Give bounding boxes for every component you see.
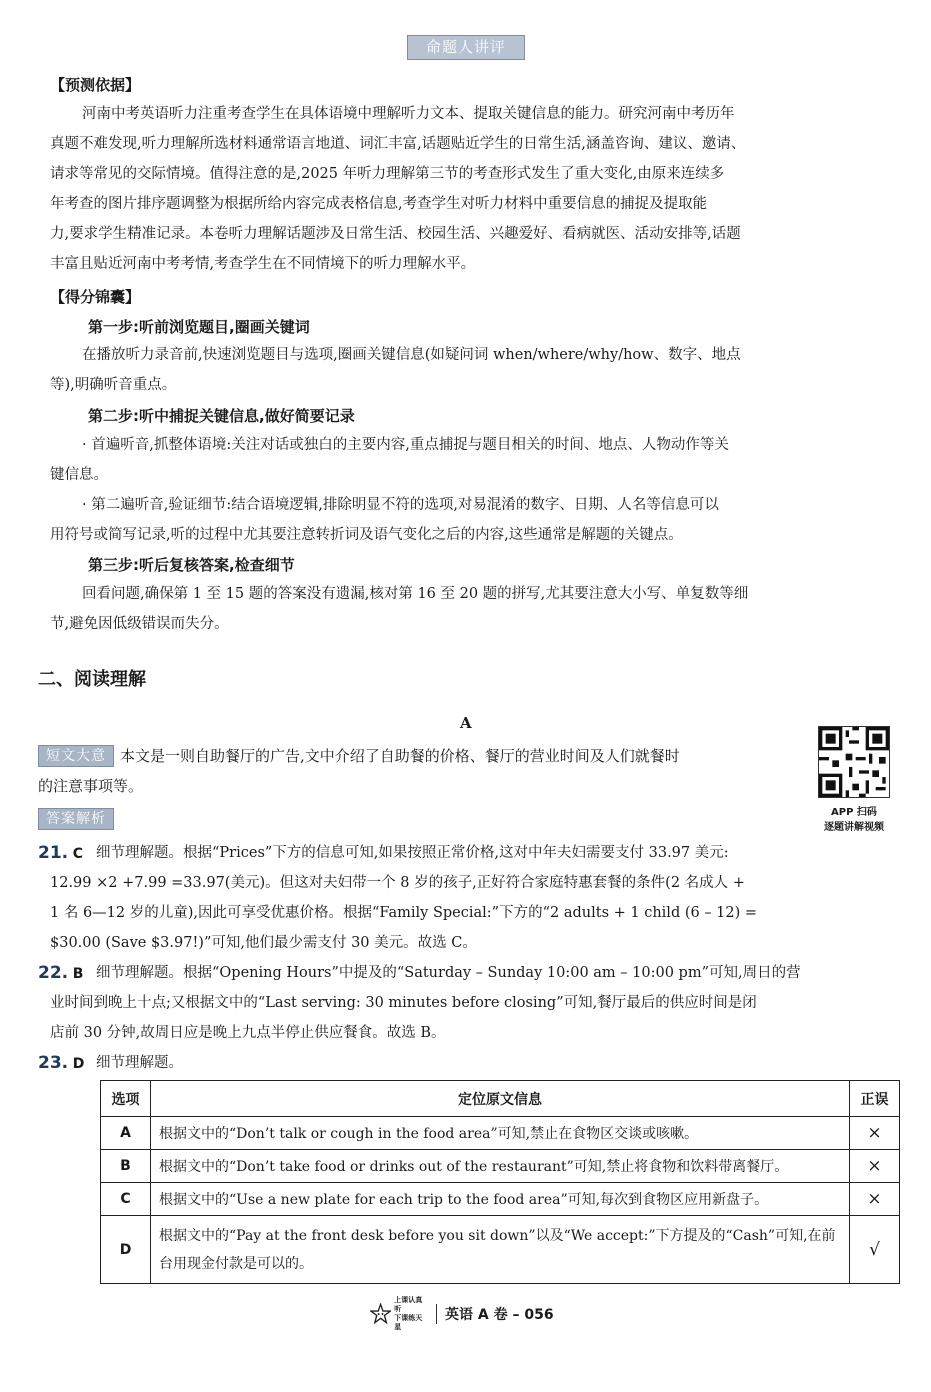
qr-caption <box>808 805 900 835</box>
logo-line: 下课练天星 <box>394 1314 423 1331</box>
step3-paragraph <box>50 579 886 639</box>
explanation-line: 店前 30 分钟,故周日应是晚上九点半停止供应餐食。故选 B。 <box>50 1025 446 1041</box>
source-cell: 根据文中的“Don’t talk or cough in the food area”可知,禁止在食物区交谈或咳嗽。 <box>151 1117 850 1150</box>
logo-line: 上课认真听 <box>394 1296 423 1313</box>
option-analysis-table <box>100 1080 900 1284</box>
answer-number <box>38 838 105 869</box>
part-title: 二、阅读理解 <box>38 669 146 690</box>
step2-line: 键信息。 <box>50 467 108 483</box>
qr-caption-line: 逐题讲解视频 <box>824 822 884 833</box>
answer-explanation <box>38 958 900 1048</box>
step2-line: 用符号或简写记录,听的过程中尤其要注意转折词及语气变化之后的内容,这些通常是解题的关键点。 <box>50 527 683 543</box>
source-cell: 根据文中的“Use a new plate for each trip to the food area”可知,每次到食物区应用新盘子。 <box>151 1183 850 1216</box>
summary-line: 的注意事项等。 <box>38 777 144 795</box>
page-label: 英语 A 卷 – 056 <box>445 1307 554 1323</box>
verdict-cell: × <box>850 1150 900 1183</box>
answer-explanation <box>38 1048 900 1078</box>
step2-line: · 第二遍听音,验证细节:结合语境逻辑,排除明显不符的选项,对易混淆的数字、日期、人名等信息可以 <box>82 497 719 513</box>
section-banner: 命题人讲评 <box>407 35 525 60</box>
answer-key: B <box>72 966 84 982</box>
verdict-cell: × <box>850 1117 900 1150</box>
step2-title: 第二步:听中捕捉关键信息,做好简要记录 <box>88 407 355 425</box>
explanation-line: 细节理解题。根据“Prices”下方的信息可知,如果按照正常价格,这对中年夫妇需要支付 33.97 美元: <box>96 845 729 861</box>
summary-line: 本文是一则自助餐厅的广告,文中介绍了自助餐的价格、餐厅的营业时间及人们就餐时 <box>120 747 680 765</box>
question-number: 23. <box>38 1053 69 1073</box>
step2-paragraph-b <box>50 490 886 550</box>
table-row <box>101 1117 900 1150</box>
answer-explanation <box>38 838 900 958</box>
table-header-source: 定位原文信息 <box>151 1081 850 1117</box>
step1-line: 在播放听力录音前,快速浏览题目与选项,圈画关键信息(如疑问词 when/where/why/how、数字、地点 <box>82 347 741 363</box>
summary-tag: 短文大意 <box>38 745 114 767</box>
explanation-line: 细节理解题。 <box>96 1055 183 1071</box>
basis-line: 真题不难发现,听力理解所选材料通常语言地道、词汇丰富,话题贴近学生的日常生活,涵盖咨询、建议、邀请、 <box>50 136 746 152</box>
star-mascot-icon <box>370 1303 391 1325</box>
basis-heading: 【预测依据】 <box>50 76 141 94</box>
source-cell: 根据文中的“Don’t take food or drinks out of the restaurant”可知,禁止将食物和饮料带离餐厅。 <box>151 1150 850 1183</box>
explanation-line: 12.99 ×2 +7.99 =33.97(美元)。但这对夫妇带一个 8 岁的孩子,正好符合家庭特惠套餐的条件(2 名成人 + <box>50 875 745 891</box>
answer-key: C <box>72 846 84 862</box>
step2-paragraph-a <box>50 430 886 490</box>
option-cell: C <box>101 1183 151 1216</box>
step1-title: 第一步:听前浏览题目,圈画关键词 <box>88 318 310 336</box>
basis-line: 请求等常见的交际情境。值得注意的是,2025 年听力理解第三节的考查形式发生了重大变化,由原来连续多 <box>50 166 725 182</box>
table-row <box>101 1150 900 1183</box>
summary-paragraph <box>38 741 808 801</box>
explanation-line: 细节理解题。根据“Opening Hours”中提及的“Saturday – Sunday 10:00 am – 10:00 pm”可知,周日的营 <box>96 965 801 981</box>
explanation-line: 业时间到晚上十点;又根据文中的“Last serving: 30 minutes before closing”可知,餐厅最后的供应时间是闭 <box>50 995 757 1011</box>
question-number: 21. <box>38 843 69 863</box>
basis-line: 河南中考英语听力注重考查学生在具体语境中理解听力文本、提取关键信息的能力。研究河南中考历年 <box>82 106 735 122</box>
option-cell: A <box>101 1117 151 1150</box>
table-header-option: 选项 <box>101 1081 151 1117</box>
answer-number <box>38 1048 106 1079</box>
answer-tag: 答案解析 <box>38 808 114 830</box>
answer-21 <box>38 838 900 958</box>
answer-key: D <box>72 1056 85 1072</box>
step3-line: 回看问题,确保第 1 至 15 题的答案没有遗漏,核对第 16 至 20 题的拼写,尤其要注意大小写、单复数等细 <box>82 586 749 602</box>
logo-text <box>394 1296 428 1332</box>
step3-title: 第三步:听后复核答案,检查细节 <box>88 556 295 574</box>
publisher-logo <box>370 1296 428 1331</box>
table-row <box>101 1216 900 1284</box>
option-cell: D <box>101 1216 151 1284</box>
table-row <box>101 1183 900 1216</box>
table-header-row <box>101 1081 900 1117</box>
step3-line: 节,避免因低级错误而失分。 <box>50 616 229 632</box>
answer-23 <box>38 1048 900 1078</box>
basis-line: 年考查的图片排序题调整为根据所给内容完成表格信息,考查学生对听力材料中重要信息的捕捉及提取能 <box>50 196 708 212</box>
question-number: 22. <box>38 963 69 983</box>
basis-line: 丰富且贴近河南中考考情,考查学生在不同情境下的听力理解水平。 <box>50 256 476 272</box>
page-footer <box>370 1296 554 1331</box>
basis-paragraph <box>50 99 886 279</box>
tips-heading: 【得分锦囊】 <box>50 288 141 306</box>
verdict-cell: × <box>850 1183 900 1216</box>
passage-letter: A <box>460 714 472 732</box>
step1-paragraph <box>50 340 886 400</box>
qr-code-icon[interactable] <box>818 726 890 798</box>
basis-line: 力,要求学生精准记录。本卷听力理解话题涉及日常生活、校园生活、兴趣爱好、看病就医、活动安排等,话题 <box>50 226 741 242</box>
table-header-verdict: 正误 <box>850 1081 900 1117</box>
answer-number <box>38 958 105 989</box>
footer-divider <box>436 1304 437 1324</box>
source-cell: 根据文中的“Pay at the front desk before you sit down”以及“We accept:”下方提及的“Cash”可知,在前台用现金付款是可以的。 <box>151 1216 850 1284</box>
option-cell: B <box>101 1150 151 1183</box>
explanation-line: 1 名 6—12 岁的儿童),因此可享受优惠价格。根据“Family Special:”下方的“2 adults + 1 child (6 – 12) = <box>50 905 758 921</box>
explanation-line: $30.00 (Save $3.97!)”可知,他们最少需支付 30 美元。故选 C。 <box>50 935 477 951</box>
answer-22 <box>38 958 900 1048</box>
qr-caption-line: APP 扫码 <box>831 807 877 818</box>
step1-line: 等),明确听音重点。 <box>50 377 177 393</box>
step2-line: · 首遍听音,抓整体语境:关注对话或独白的主要内容,重点捕捉与题目相关的时间、地点、人物动作等关 <box>82 437 729 453</box>
verdict-cell: √ <box>850 1216 900 1284</box>
